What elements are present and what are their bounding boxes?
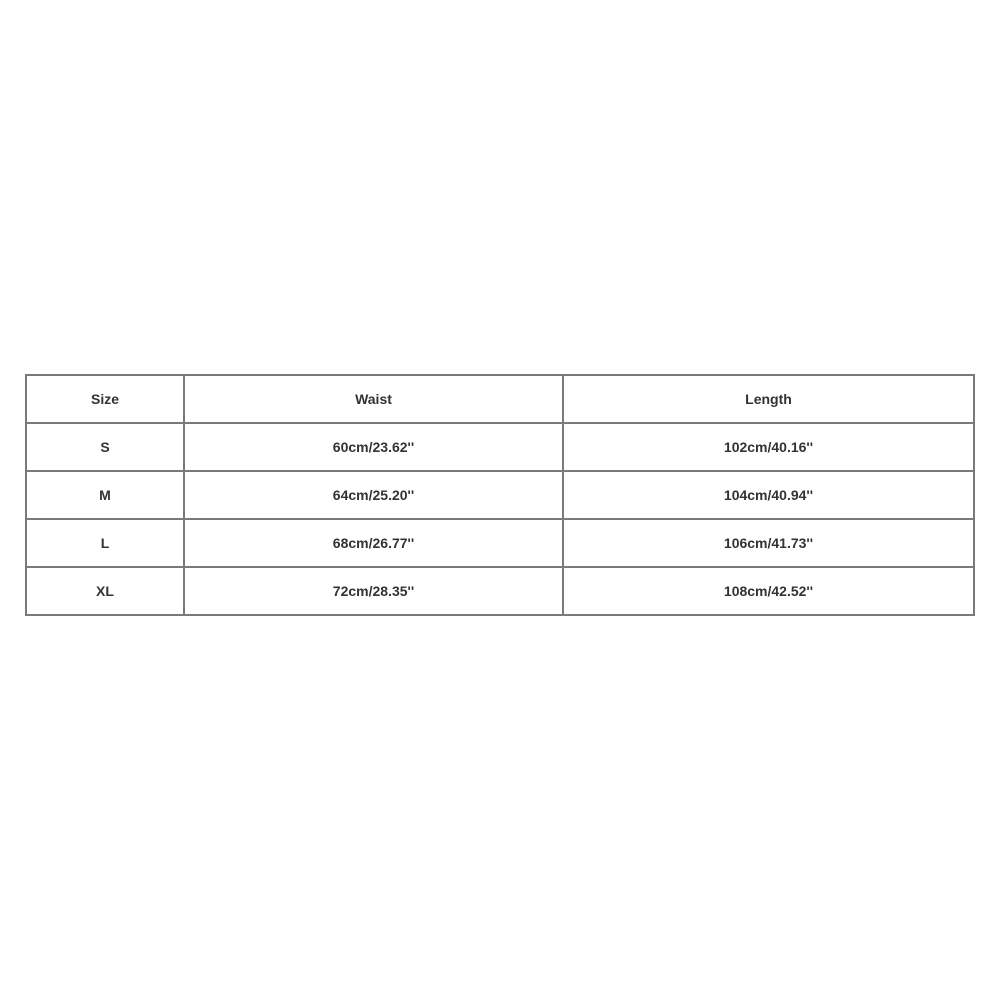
cell-size: S [26, 423, 184, 471]
table-row [26, 567, 974, 615]
cell-waist: 64cm/25.20'' [184, 471, 563, 519]
cell-length: 102cm/40.16'' [563, 423, 974, 471]
size-chart-table [25, 374, 975, 616]
header-waist: Waist [184, 375, 563, 423]
table-row [26, 519, 974, 567]
cell-waist: 68cm/26.77'' [184, 519, 563, 567]
table-header-row [26, 375, 974, 423]
header-size: Size [26, 375, 184, 423]
cell-waist: 60cm/23.62'' [184, 423, 563, 471]
header-length: Length [563, 375, 974, 423]
cell-length: 108cm/42.52'' [563, 567, 974, 615]
cell-length: 106cm/41.73'' [563, 519, 974, 567]
table-row [26, 423, 974, 471]
cell-waist: 72cm/28.35'' [184, 567, 563, 615]
cell-size: M [26, 471, 184, 519]
cell-size: XL [26, 567, 184, 615]
cell-size: L [26, 519, 184, 567]
table-row [26, 471, 974, 519]
cell-length: 104cm/40.94'' [563, 471, 974, 519]
